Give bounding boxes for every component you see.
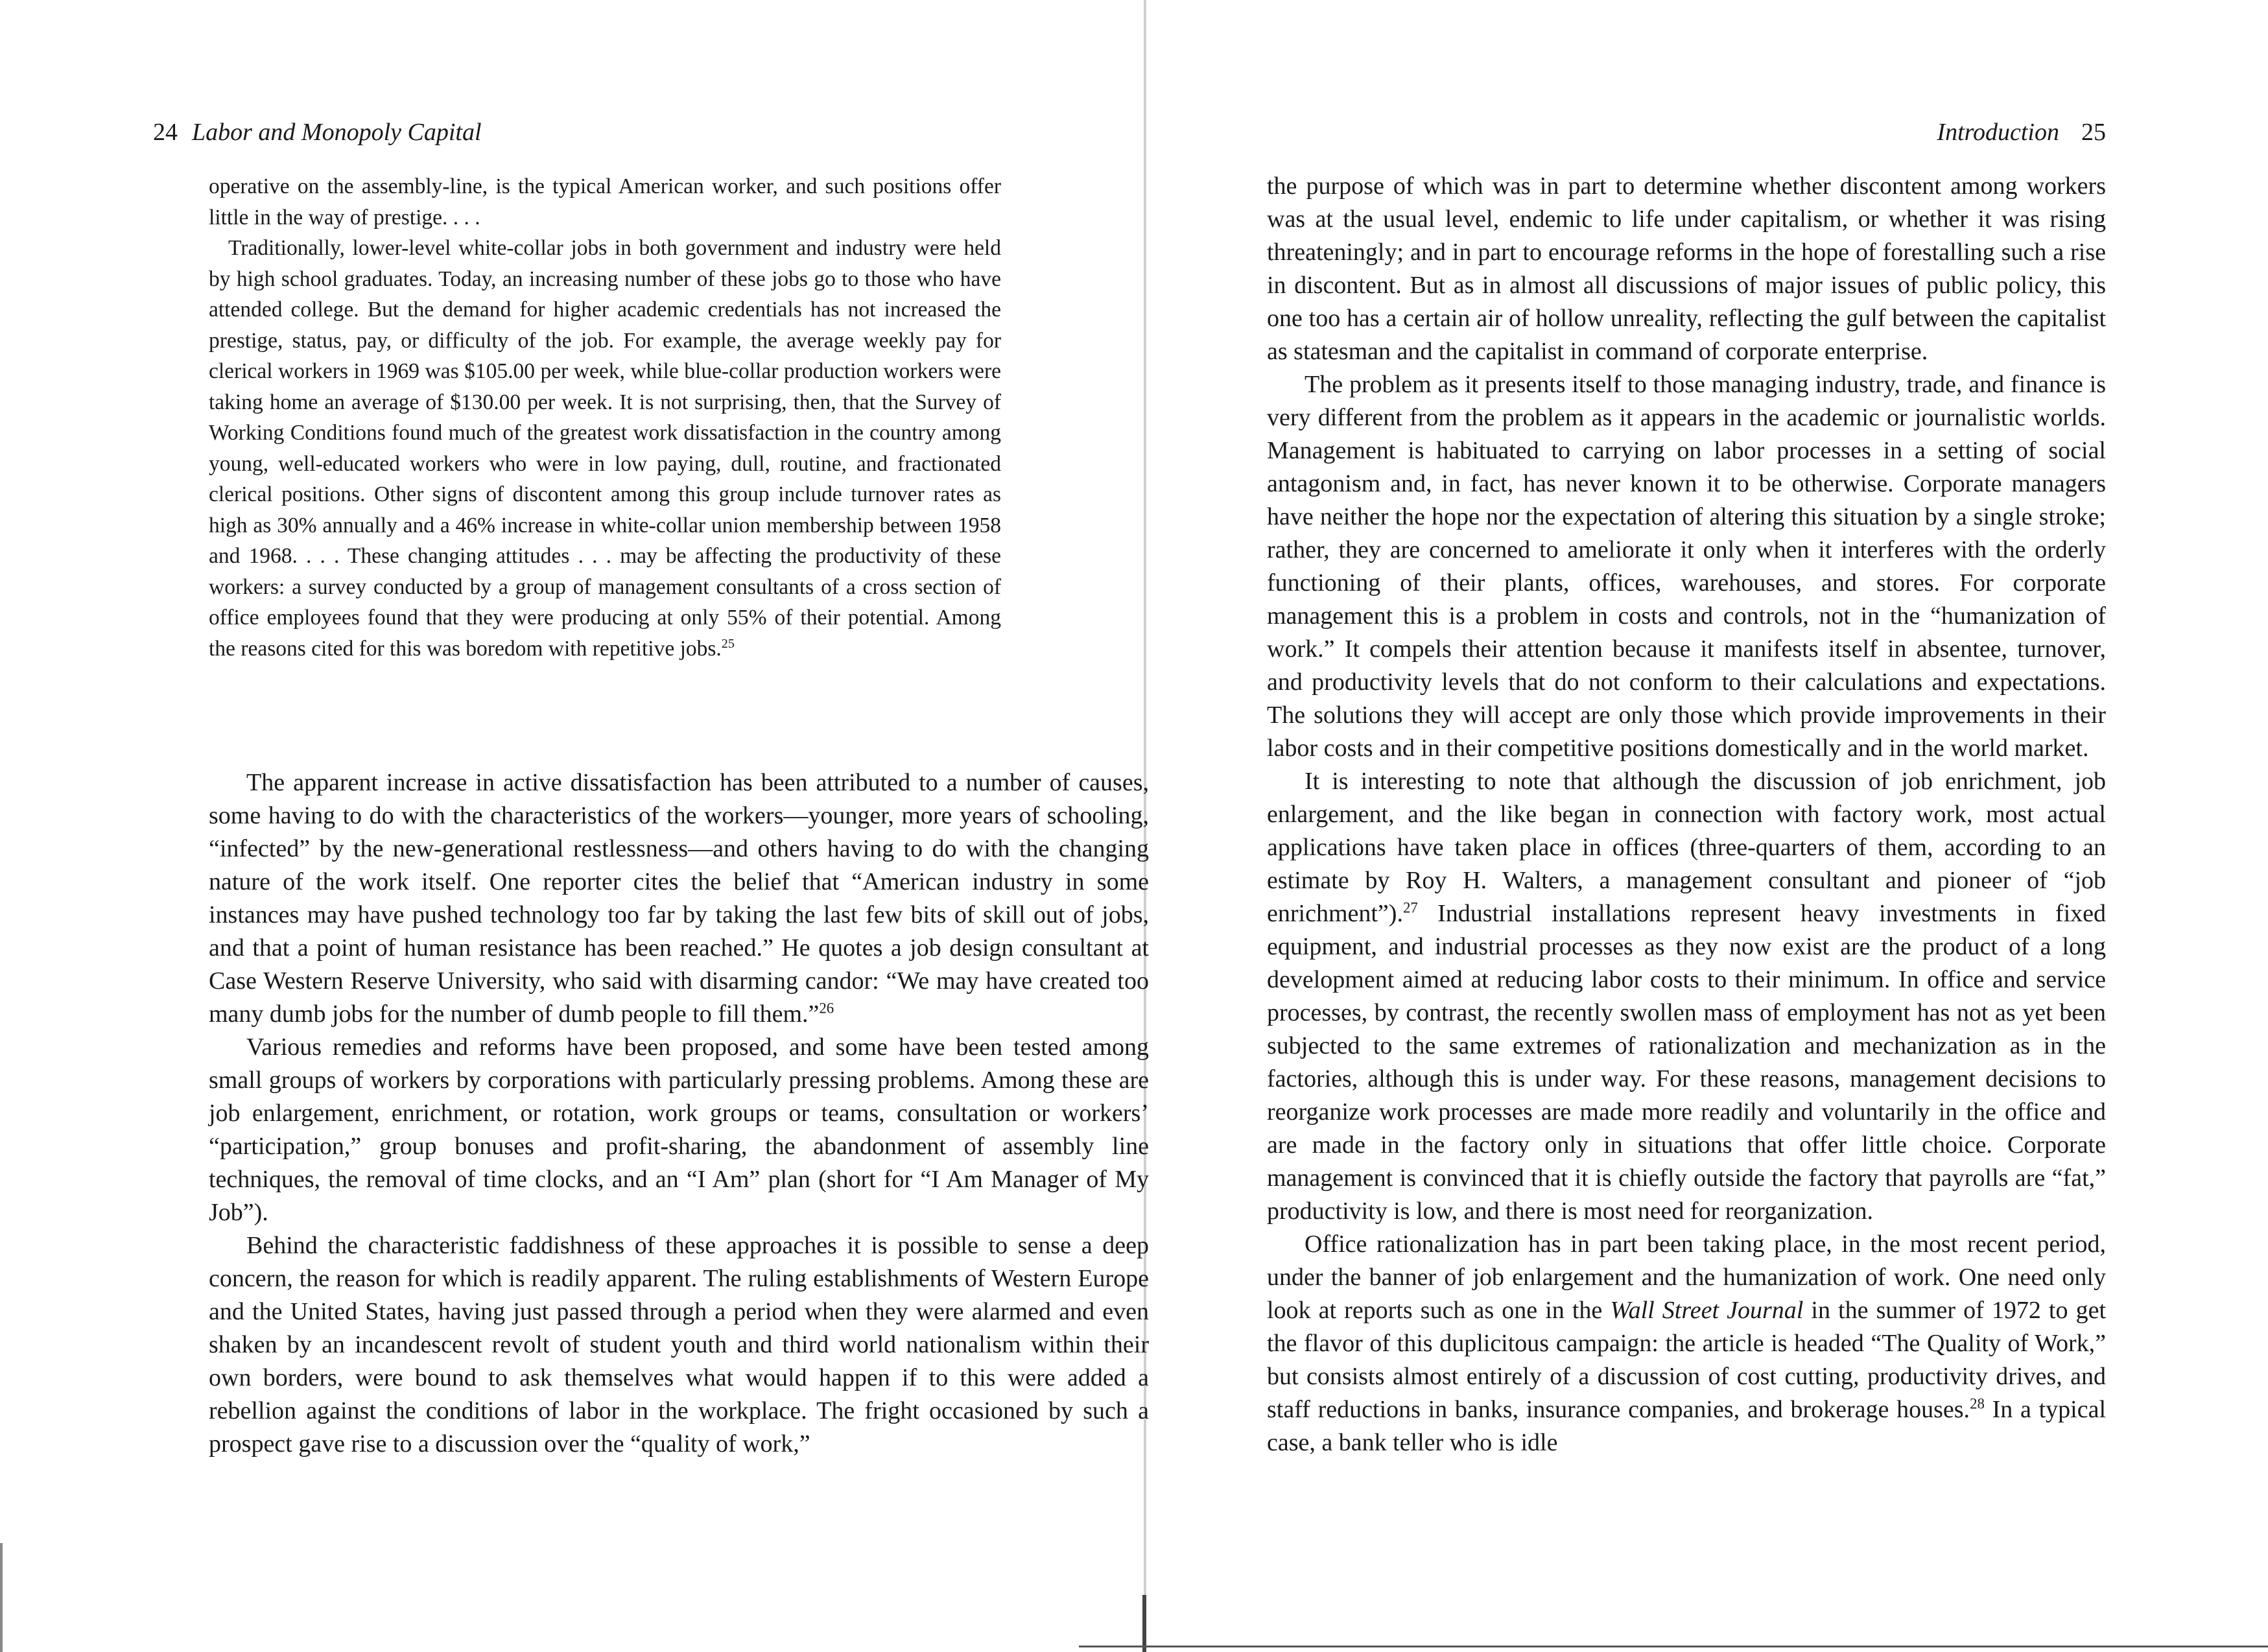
scan-left-edge <box>0 1543 3 1652</box>
body-paragraph: The apparent increase in active dissatisfaction has been attributed to a number of causes, some having to do with the characteristics of the workers—younger, more years of schooling, “infected” by the new-generational restlessness—and others having to do with the changing nature of the work itself. One reporter cites the belief that “American industry in some instances may have pushed technology too far by taking the last few bits of skill out of jobs, and that a point of human resistance has been reached.” He quotes a job design consultant at Case Western Reserve University, who said with disarming candor: “We may have created too many dumb jobs for the number of dumb people to fill them.”$^{26}$ <box>209 769 1149 1028</box>
body-paragraph: Office rationalization has in part been taking place, in the most recent period, under the banner of job enlargement and the humanization of work. One need only look at reports such as one in the Wall Street Journal in the summer of 1972 to get the flavor of this duplicitous campaign: the article is headed “The Quality of Work,” but consists almost entirely of a discussion of cost cutting, productivity drives, and staff reductions in banks, insurance companies, and brokerage houses.$^{28}$ In a typical case, a bank teller who is idle <box>1267 1231 2106 1456</box>
gutter-shadow <box>1142 1595 1146 1652</box>
publication-title: Wall Street Journal <box>1610 1297 1804 1324</box>
block-quote-paragraph: Traditionally, lower-level white-collar jobs in both government and industry were held by high school graduates. Today, an increasing number of these jobs go to those who have attended college. But the demand for higher academic credentials has not increased the prestige, status, pay, or difficulty of the job. For example, the average weekly pay for clerical workers in 1969 was $105.00 per week, while blue-collar production workers were taking home an average of $130.00 per week. It is not surprising, then, that the Survey of Working Conditions found much of the greatest work dissatisfaction in the country among young, well-educated workers who were in low paying, dull, routine, and fractionated clerical positions. Other signs of discontent among this group include turnover rates as high as 30% annually and a 46% increase in white-collar union membership between 1958 and 1968. . . . These changing attitudes . . . may be affecting the productivity of these workers: a survey conducted by a group of management consultants of a cross section of office employees found that they were producing at only 55% of their potential. Among the reasons cited for this was boredom with repetitive jobs.$^{25}$ <box>209 236 1001 661</box>
left-page-number: 24 <box>153 119 178 146</box>
body-paragraph: It is interesting to note that although the discussion of job enrichment, job enlargement, and the like began in connection with factory work, most actual applications have taken place in offices (three-quarters of them, according to an estimate by Roy H. Walters, a management consultant and pioneer of “job enrichment”).$^{27}$ Industrial installations represent heavy investments in fixed equipment, and industrial processes as they now exist are the product of a long development aimed at reducing labor costs to their minimum. In office and service processes, by contrast, the recently swollen mass of employment has not as yet been subjected to the same extremes of rationalization and mechanization as in the factories, although this is under way. For these reasons, management decisions to reorganize work processes are made more readily and voluntarily in the office and are made in the factory only in situations that offer little choice. Corporate management is convinced that it is chiefly outside the factory that payrolls are “fat,” productivity is low, and there is most need for reorganization. <box>1267 768 2106 1225</box>
scan-bottom-edge <box>1079 1646 2268 1647</box>
right-running-head <box>1937 117 2106 148</box>
footnote-marker: 28 <box>1970 1395 1985 1412</box>
right-body-text <box>1267 170 2106 1459</box>
block-quote <box>209 171 1001 664</box>
body-paragraph: Various remedies and reforms have been proposed, and some have been tested among small groups of workers by corporations with particularly pressing problems. Among these are job enlargement, enrichment, or rotation, work groups or teams, consultation or workers’ “participation,” group bonuses and profit-sharing, the abandonment of assembly line techniques, the removal of time clocks, and an “I Am” plan (short for “I Am Manager of My Job”). <box>209 1033 1149 1226</box>
footnote-marker: 26 <box>819 1000 834 1017</box>
left-running-head <box>153 117 482 148</box>
body-paragraph: the purpose of which was in part to determine whether discontent among workers was at the usual level, endemic to life under capitalism, or whether it was rising threateningly; and in part to encourage reforms in the hope of forestalling such a rise in discontent. But as in almost all discussions of major issues of public policy, this one too has a certain air of hollow unreality, reflecting the gulf between the capitalist as statesman and the capitalist in command of corporate enterprise. <box>1267 172 2106 365</box>
body-paragraph: Behind the characteristic faddishness of these approaches it is possible to sense a deep concern, the reason for which is readily apparent. The ruling establishments of Western Europe and the United States, having just passed through a period when they were alarmed and even shaken by an incandescent revolt of student youth and third world nationalism within their own borders, were bound to ask themselves what would happen if to this were added a rebellion against the conditions of labor in the workplace. The fright occasioned by such a prospect gave rise to a discussion over the “quality of work,” <box>209 1232 1149 1457</box>
body-paragraph: The problem as it presents itself to those managing industry, trade, and finance is very different from the problem as it appears in the academic or journalistic worlds. Management is habituated to carrying on labor processes in a setting of social antagonism and, in fact, has never known it to be otherwise. Corporate managers have neither the hope nor the expectation of altering this situation by a single stroke; rather, they are concerned to ameliorate it only when it interferes with the orderly functioning of their plants, offices, warehouses, and stores. For corporate management this is a problem in costs and controls, not in the “humanization of work.” It compels their attention because it manifests itself in absentee, turnover, and productivity levels that do not conform to their calculations and expectations. The solutions they will accept are only those which provide improvements in their labor costs and in their competitive positions domestically and in the world market. <box>1267 371 2106 762</box>
footnote-marker: 27 <box>1402 899 1418 916</box>
right-page-number: 25 <box>2081 119 2106 146</box>
footnote-marker: 25 <box>721 636 735 651</box>
left-running-title: Labor and Monopoly Capital <box>192 119 482 146</box>
right-running-title: Introduction <box>1937 119 2059 146</box>
block-quote-paragraph: operative on the assembly-line, is the typical American worker, and such positions offer little in the way of prestige. . . . <box>209 174 1001 230</box>
left-body-text <box>209 766 1149 1461</box>
